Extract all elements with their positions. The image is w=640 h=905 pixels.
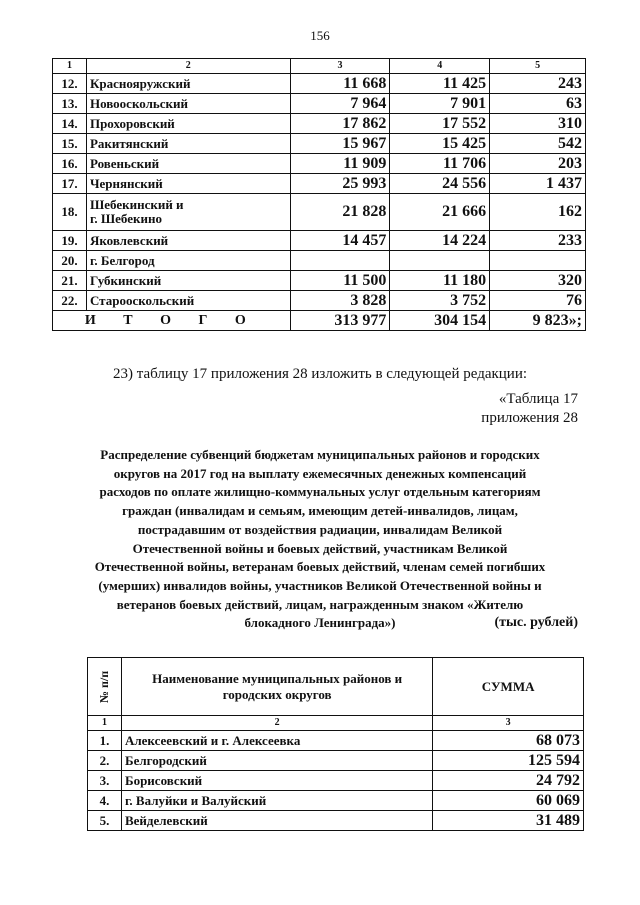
row-number: 17. <box>53 174 87 194</box>
district-name: Алексеевский и г. Алексеевка <box>121 731 432 751</box>
value-col4: 14 224 <box>390 231 490 251</box>
value-col4: 11 706 <box>390 154 490 174</box>
heading-line: пострадавшим от воздействия радиации, инвалидам Великой <box>137 521 503 537</box>
table-row <box>88 731 584 751</box>
district-name: Ракитянский <box>86 134 290 154</box>
district-name: Чернянский <box>86 174 290 194</box>
district-name: Борисовский <box>121 771 432 791</box>
column-header-name <box>121 658 432 716</box>
value-col5 <box>490 251 586 271</box>
value-col4: 24 556 <box>390 174 490 194</box>
sum-value: 24 792 <box>433 771 584 791</box>
value-col3: 14 457 <box>290 231 390 251</box>
value-col3: 3 828 <box>290 291 390 311</box>
table-row <box>53 174 586 194</box>
heading-line: Распределение субвенций бюджетам муниципальных районов и городских <box>100 447 540 462</box>
sum-value: 68 073 <box>433 731 584 751</box>
amendment-instruction: 23) таблицу 17 приложения 28 изложить в следующей редакции: <box>112 366 528 382</box>
row-number: 16. <box>53 154 87 174</box>
column-index: 1 <box>53 59 87 74</box>
column-index: 2 <box>121 716 432 731</box>
page-number: 156 <box>310 28 330 43</box>
heading-line: граждан (инвалидам и семьям, имеющим детей-инвалидов, лицам, <box>122 503 518 519</box>
district-name: г. Белгород <box>86 251 290 271</box>
value-col5: 162 <box>490 194 586 231</box>
name-header-line1: Наименование муниципальных районов и <box>152 670 403 686</box>
table-row <box>88 791 584 811</box>
heading-line: (умерших) инвалидов войны, участников Великой Отечественной войны и <box>98 577 542 593</box>
district-name: Яковлевский <box>86 231 290 251</box>
value-col4: 17 552 <box>390 114 490 134</box>
value-col3: 7 964 <box>290 94 390 114</box>
value-col4: 21 666 <box>390 194 490 231</box>
value-col3 <box>290 251 390 271</box>
column-index: 4 <box>390 59 490 74</box>
value-col5: 203 <box>490 154 586 174</box>
heading-line: Отечественной войны, ветеранам боевых действий, членам семей погибших <box>94 559 546 575</box>
table-index-row <box>53 59 586 74</box>
district-name: Белгородский <box>121 751 432 771</box>
table-row <box>53 231 586 251</box>
column-index: 5 <box>490 59 586 74</box>
table-heading <box>80 446 560 633</box>
value-col5: 233 <box>490 231 586 251</box>
number-header-text: № п/п <box>97 670 112 703</box>
column-index: 1 <box>88 716 122 731</box>
district-name: Старооскольский <box>86 291 290 311</box>
subsidy-table-continued <box>52 58 586 331</box>
table-caption-line1: «Таблица 17 <box>498 391 578 407</box>
table-caption <box>481 390 578 428</box>
district-name: Прохоровский <box>86 114 290 134</box>
row-number: 13. <box>53 94 87 114</box>
value-col5: 243 <box>490 74 586 94</box>
column-index: 3 <box>290 59 390 74</box>
value-col4: 11 425 <box>390 74 490 94</box>
table-row <box>53 74 586 94</box>
value-col3: 11 668 <box>290 74 390 94</box>
value-col5: 310 <box>490 114 586 134</box>
table-row <box>53 271 586 291</box>
table-row <box>53 114 586 134</box>
units-label: (тыс. рублей) <box>494 615 578 630</box>
value-col5: 542 <box>490 134 586 154</box>
value-col4: 11 180 <box>390 271 490 291</box>
row-number: 19. <box>53 231 87 251</box>
row-number: 20. <box>53 251 87 271</box>
value-col5: 320 <box>490 271 586 291</box>
name-header-line2: городских округов <box>222 686 332 702</box>
heading-line: Отечественной войны и боевых действий, участникам Великой <box>132 540 508 556</box>
value-col5: 76 <box>490 291 586 311</box>
value-col4: 7 901 <box>390 94 490 114</box>
row-number: 21. <box>53 271 87 291</box>
district-name: Новооскольский <box>86 94 290 114</box>
subsidy-table-17 <box>87 657 584 831</box>
heading-line: округов на 2017 год на выплату ежемесячных денежных компенсаций <box>113 465 527 481</box>
row-number: 18. <box>53 194 87 231</box>
value-col4 <box>390 251 490 271</box>
district-name-line2: г. Шебекино <box>89 211 163 226</box>
value-col5: 63 <box>490 94 586 114</box>
row-number: 4. <box>88 791 122 811</box>
column-header-sum: СУММА <box>433 658 584 716</box>
table-index-row <box>88 716 584 731</box>
table-row <box>88 811 584 831</box>
sum-value: 31 489 <box>433 811 584 831</box>
table-row <box>53 94 586 114</box>
sum-value: 60 069 <box>433 791 584 811</box>
table-header-row <box>88 658 584 716</box>
table-row <box>88 751 584 771</box>
column-header-number <box>88 658 122 716</box>
value-col4: 3 752 <box>390 291 490 311</box>
district-name <box>86 194 290 231</box>
heading-line: ветеранов боевых действий, лицам, награжденным знаком «Жителю <box>116 596 524 612</box>
row-number: 3. <box>88 771 122 791</box>
table-row <box>53 134 586 154</box>
district-name: Ровеньский <box>86 154 290 174</box>
district-name: Вейделевский <box>121 811 432 831</box>
district-name-line1: Шебекинский и <box>89 197 184 212</box>
value-col3: 11 909 <box>290 154 390 174</box>
table-row <box>53 291 586 311</box>
total-col4: 304 154 <box>390 311 490 331</box>
value-col3: 11 500 <box>290 271 390 291</box>
column-index: 2 <box>86 59 290 74</box>
row-number: 22. <box>53 291 87 311</box>
district-name: Краснояружский <box>86 74 290 94</box>
row-number: 1. <box>88 731 122 751</box>
heading-line: расходов по оплате жилищно-коммунальных услуг отдельным категориям <box>99 484 541 500</box>
heading-line: блокадного Ленинграда») <box>244 615 396 631</box>
total-col3: 313 977 <box>290 311 390 331</box>
table-caption-line2: приложения 28 <box>481 410 578 426</box>
value-col3: 17 862 <box>290 114 390 134</box>
sum-value: 125 594 <box>433 751 584 771</box>
value-col5: 1 437 <box>490 174 586 194</box>
table-row <box>53 251 586 271</box>
value-col4: 15 425 <box>390 134 490 154</box>
table-row <box>53 154 586 174</box>
value-col3: 21 828 <box>290 194 390 231</box>
table-row <box>88 771 584 791</box>
row-number: 12. <box>53 74 87 94</box>
row-number: 15. <box>53 134 87 154</box>
district-name: Губкинский <box>86 271 290 291</box>
row-number: 5. <box>88 811 122 831</box>
district-name: г. Валуйки и Валуйский <box>121 791 432 811</box>
total-row <box>53 311 586 331</box>
row-number: 2. <box>88 751 122 771</box>
column-index: 3 <box>433 716 584 731</box>
value-col3: 15 967 <box>290 134 390 154</box>
table-row <box>53 194 586 231</box>
value-col3: 25 993 <box>290 174 390 194</box>
total-col5: 9 823»; <box>490 311 586 331</box>
row-number: 14. <box>53 114 87 134</box>
total-label: И Т О Г О <box>53 311 291 331</box>
